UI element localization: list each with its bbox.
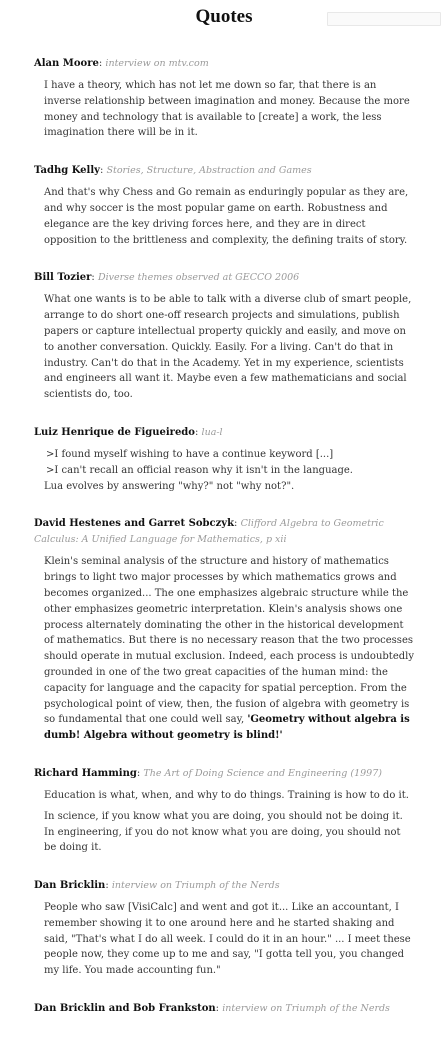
- quote-header: Richard Hamming: The Art of Doing Science and Engineering (1997): [34, 767, 382, 779]
- quote-line: Lua evolves by answering "why?" not "why not?".: [44, 480, 295, 492]
- quote-line: >I can't recall an official reason why it isn't in the language.: [46, 464, 353, 476]
- quote-source[interactable]: lua-l: [201, 426, 223, 438]
- quote-text: [34, 185, 414, 248]
- quote-paragraph: Education is what, when, and why to do things. Training is how to do it.: [44, 789, 409, 801]
- quote-item: [34, 56, 414, 141]
- quote-header: Tadhg Kelly: Stories, Structure, Abstraction and Games: [34, 165, 312, 177]
- quote-source[interactable]: interview on Triumph of the Nerds: [222, 1003, 390, 1015]
- quote-item: [34, 1001, 414, 1017]
- quote-paragraph: [44, 554, 414, 744]
- quote-text: [34, 78, 414, 141]
- page-title: Quotes: [195, 6, 253, 27]
- quote-source[interactable]: interview on mtv.com: [105, 58, 209, 69]
- quote-paragraph: What one wants is to be able to talk with a diverse club of smart people, arrange to do short one-off research projects and simulations, publish papers or capture intellectual property quickly and easily, and move on to another conversation. Quickly. Easily. For a living. Can't do that in industry. Can't do that in the Academy. Yet in my experience, scientists and engineers all want it. Maybe even a few mathematicians and social scientists do, too.: [44, 294, 412, 401]
- quote-source[interactable]: The Art of Doing Science and Engineering (1997): [143, 767, 382, 779]
- quote-item: [34, 270, 414, 403]
- quote-author: Alan Moore: [34, 58, 99, 69]
- quote-paragraph: People who saw [VisiCalc] and went and got it... Like an accountant, I remember showing it to one around here and he started shaking and said, "That's what I do all week. I could do it in an hour." ... I meet these people now, they come up to me and say, "I gotta tell you, you changed my life. You made accounting fun.": [44, 902, 411, 977]
- quote-text: [34, 788, 414, 856]
- quote-text: [34, 292, 414, 403]
- quote-header: Dan Bricklin and Bob Frankston: interview on Triumph of the Nerds: [34, 1003, 390, 1015]
- quote-author: Richard Hamming: [34, 767, 137, 779]
- quote-author: Tadhg Kelly: [34, 165, 100, 177]
- quote-header: David Hestenes and Garret Sobczyk: Clifford Algebra to Geometric Calculus: A Unified Language for Mathematics, p xii: [34, 518, 384, 546]
- quote-text: [34, 447, 414, 494]
- quote-paragraph: In science, if you know what you are doing, you should not be doing it. In engineering, if you do not know what you are doing, you should not be doing it.: [44, 810, 403, 854]
- quote-author: Bill Tozier: [34, 272, 92, 284]
- quote-list: [34, 56, 414, 1039]
- quote-line: >I found myself wishing to have a continue keyword [...]: [46, 448, 334, 460]
- quote-paragraph-text: Klein's seminal analysis of the structure and history of mathematics brings to light two major processes by which mathematics grows and becomes organized... The one emphasizes algebraic structure while the other emphasizes geometric interpretation. Klein's analysis shows one process alternately dominating the other in the historical development of mathematics. But there is no necessary reason that the two processes should operate in mutual exclusion. Indeed, each process is undoubtedly grounded in one of the two great capacities of the human mind: the capacity for language and the capacity for spatial perception. From the psychological point of view, then, the fusion of algebra with geometry is so fundamental that one could well say,: [44, 556, 414, 726]
- quote-source[interactable]: Diverse themes observed at GECCO 2006: [97, 272, 300, 284]
- quote-paragraph: And that's why Chess and Go remain as enduringly popular as they are, and why soccer is the most popular game on earth. Robustness and elegance are the key driving forces here, and they are in direct opposition to the brittleness and complexity, the defining traits of story.: [44, 187, 409, 246]
- quote-header: Alan Moore: interview on mtv.com: [34, 58, 209, 69]
- quote-paragraph: I have a theory, which has not let me down so far, that there is an inverse relationship between imagination and money. Because the more money and technology that is available to [create] a work, the less imagination there will be in it.: [44, 80, 410, 139]
- quote-source[interactable]: Clifford Algebra to Geometric Calculus: A Unified Language for Mathematics, p xii: [34, 518, 384, 546]
- quote-item: [34, 766, 414, 856]
- quote-text: [34, 554, 414, 744]
- quote-author: David Hestenes and Garret Sobczyk: [34, 518, 235, 530]
- quote-emphasis: 'Geometry without algebra is dumb! Algebra without geometry is blind!': [44, 714, 410, 742]
- quote-source[interactable]: interview on Triumph of the Nerds: [111, 880, 280, 892]
- search-input[interactable]: [327, 12, 441, 26]
- quote-author: Dan Bricklin and Bob Frankston: [34, 1003, 216, 1015]
- quote-author: Dan Bricklin: [34, 880, 106, 892]
- quote-header: Dan Bricklin: interview on Triumph of the Nerds: [34, 880, 280, 892]
- quote-author: Luiz Henrique de Figueiredo: [34, 426, 195, 438]
- quote-header: Bill Tozier: Diverse themes observed at GECCO 2006: [34, 272, 300, 284]
- quote-item: [34, 516, 414, 744]
- quote-item: [34, 425, 414, 494]
- quote-source[interactable]: Stories, Structure, Abstraction and Games: [106, 165, 312, 177]
- quote-item: [34, 163, 414, 248]
- quote-text: [34, 900, 414, 979]
- quote-item: [34, 878, 414, 979]
- quote-header: Luiz Henrique de Figueiredo: lua-l: [34, 426, 223, 438]
